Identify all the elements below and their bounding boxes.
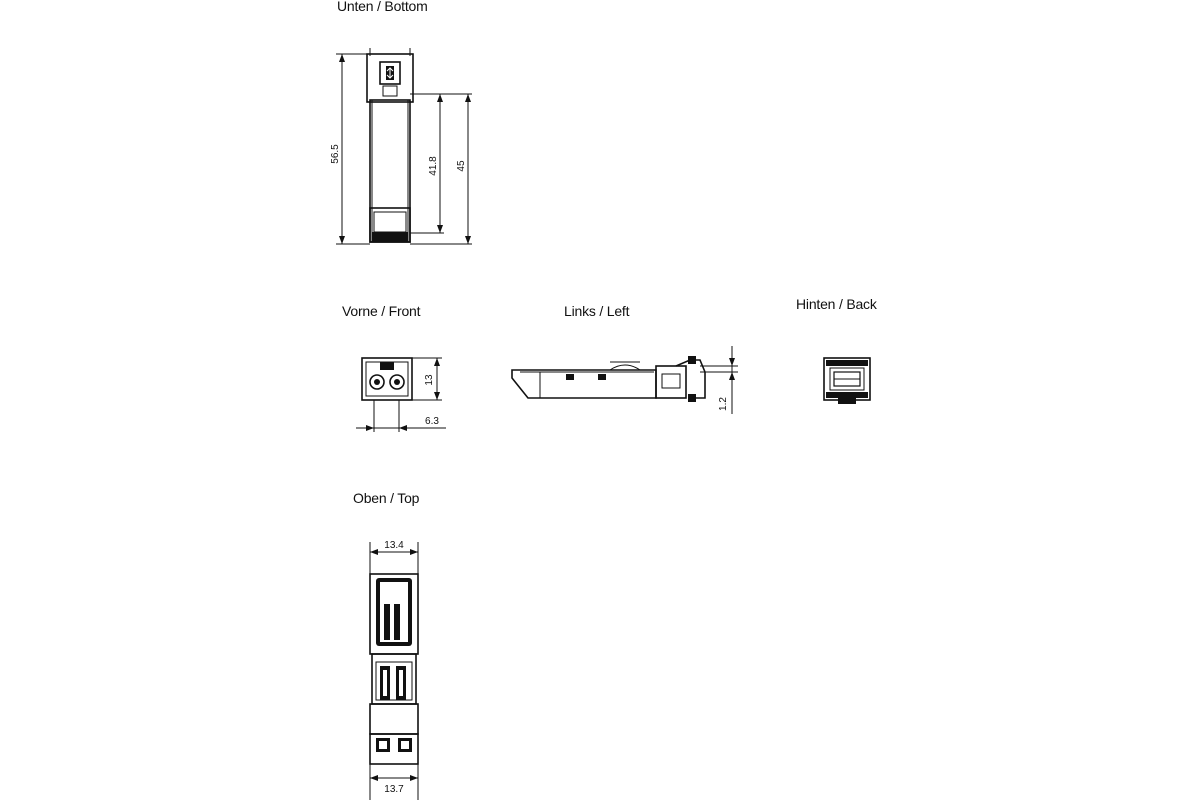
dim-left-offset: 1.2 [718, 397, 729, 411]
dim-front-width: 6.3 [425, 416, 439, 427]
left-view [512, 346, 738, 414]
left-view-title: Links / Left [564, 303, 630, 319]
top-view-title: Oben / Top [353, 490, 420, 506]
bottom-view [330, 48, 472, 244]
bottom-view-title: Unten / Bottom [337, 0, 428, 14]
dim-top-width: 13.4 [384, 540, 404, 551]
front-view [356, 358, 446, 432]
dim-body-length: 45 [456, 160, 467, 172]
dim-overall-length: 56.5 [330, 144, 341, 164]
dim-bottom-width: 13.7 [384, 784, 404, 795]
dim-front-height: 13 [424, 374, 435, 386]
front-view-title: Vorne / Front [342, 303, 421, 319]
back-view-title: Hinten / Back [796, 296, 877, 312]
top-view [370, 540, 418, 800]
back-view [824, 358, 870, 404]
dim-inner-length: 41.8 [428, 156, 439, 176]
